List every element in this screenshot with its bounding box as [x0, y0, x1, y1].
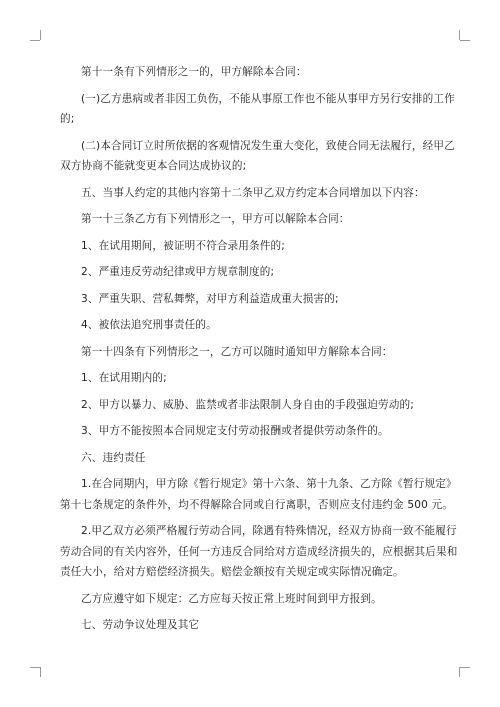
paragraph-rules: 乙方应遵守如下规定：乙方应每天按正常上班时间到甲方报到。: [81, 592, 382, 605]
list-item: 1、在试用期间，被证明不符合录用条件的;: [81, 239, 285, 252]
crop-mark-top-right: [460, 40, 470, 41]
crop-mark-bottom-right: [460, 667, 470, 668]
section-heading-6: 六、违约责任: [81, 451, 146, 464]
list-item: 2、严重违反劳动纪律或甲方规章制度的;: [81, 266, 275, 278]
paragraph-section-5: 五、当事人约定的其他内容第十二条甲乙双方约定本合同增加以下内容：: [81, 186, 425, 199]
list-item: 4、被依法追究刑事责任的。: [81, 319, 217, 331]
paragraph-article-13: 第一十三条乙方有下列情形之一，甲方可以解除本合同：: [81, 213, 350, 225]
paragraph-article-14: 第一十四条有下列情形之一，乙方可以随时通知甲方解除本合同：: [81, 345, 393, 358]
list-item: 1、在试用期内的;: [81, 372, 167, 384]
paragraph-breach-1: 1.在合同期内，甲方除《暂行规定》第十六条、第十九条、乙方除《暂行规定》: [81, 478, 457, 490]
crop-mark-top-left: [40, 30, 41, 40]
section-heading-7: 七、劳动争议处理及其它: [81, 619, 200, 631]
crop-mark-top-right: [459, 30, 460, 40]
paragraph-breach-2: 2.甲乙双方必须严格履行劳动合同，除遇有特殊情况，经双方协商一致不能履行: [81, 525, 457, 537]
list-item: 3、严重失职、营私舞弊，对甲方利益造成重大损害的;: [81, 292, 339, 305]
paragraph-breach-1-cont: 第十七条规定的条件外，均不得解除合同或自行离职，否则应支付违约金 500 元。: [60, 498, 453, 511]
crop-mark-bottom-left: [30, 667, 40, 668]
document-body: [60, 66, 458, 631]
crop-mark-top-left: [30, 40, 40, 41]
paragraph-item-2-cont: 双方协商不能就变更本合同达成协议的;: [60, 160, 247, 172]
paragraph-breach-2-cont: 劳动合同的有关内容外，任何一方违反合同给对方造成经济损失的，应根据其后果和: [60, 545, 458, 558]
crop-mark-bottom-left: [40, 667, 41, 677]
paragraph-breach-2-cont: 责任大小，给对方赔偿经济损失。赔偿金额按有关规定或实际情况确定。: [60, 566, 404, 578]
list-item: 2、甲方以暴力、威胁、监禁或者非法限制人身自由的手段强迫劳动的;: [81, 398, 414, 411]
paragraph-article-11: 第十一条有下列情形之一的，甲方解除本合同：: [81, 66, 307, 78]
paragraph-item-2: (二)本合同订立时所依据的客观情况发生重大变化，致使合同无法履行，经甲乙: [81, 139, 455, 152]
paragraph-item-1: (一)乙方患病或者非因工负伤，不能从事原工作也不能从事甲方另行安排的工作: [81, 92, 455, 105]
list-item: 3、甲方不能按照本合同规定支付劳动报酬或者提供劳动条件的。: [81, 425, 389, 437]
paragraph-item-1-cont: 的;: [60, 113, 75, 125]
crop-mark-bottom-right: [459, 667, 460, 677]
